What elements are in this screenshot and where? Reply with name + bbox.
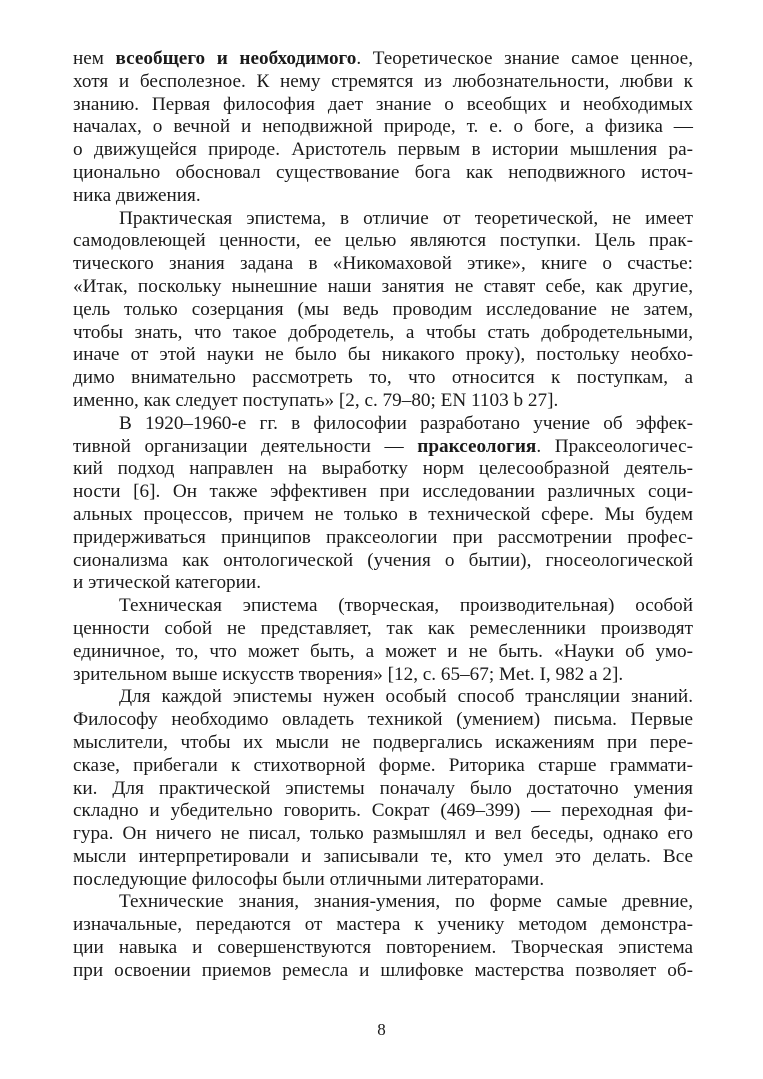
paragraph: [73, 686, 693, 891]
text-line: зрительном выше искусств творения» [12, с. 65–67; Met. I, 982 a 2].: [73, 663, 624, 685]
text-line: ценности собой не представляет, так как ремесленники производят: [73, 617, 693, 639]
text-line: при освоении приемов ремесла и шлифовке мастерства позволяет об-: [73, 959, 693, 981]
text-line: иначе от этой науки не было бы никакого проку), постольку необхо-: [73, 344, 693, 366]
text-line: гура. Он ничего не писал, только размышлял и вел беседы, однако его: [73, 823, 693, 845]
text-line: [73, 436, 693, 459]
paragraph: [73, 595, 693, 686]
text-line: [73, 48, 693, 71]
text-line: ции навыка и совершенствуются повторением. Творческая эпистема: [73, 937, 693, 959]
text-line: ционально обосновал существование бога как неподвижного источ-: [73, 161, 693, 183]
text-line: сионализма как онтологической (учения о бытии), гносеологической: [73, 549, 693, 571]
text-line: димо внимательно рассмотреть то, что относится к поступкам, а: [73, 367, 693, 389]
text-line: кий подход направлен на выработку норм целесообразной деятель-: [73, 458, 693, 480]
text-line: сказе, прибегали к стихотворной форме. Риторика старше граммати-: [73, 754, 693, 776]
line-text: тивной организации деятельности — праксеология. Праксеологичес-: [73, 435, 693, 457]
text-line: складно и убедительно говорить. Сократ (469–399) — переходная фи-: [73, 800, 693, 822]
text-line: единичное, то, что может быть, а может и не быть. «Науки об умо-: [73, 640, 693, 662]
paragraph: [73, 413, 693, 595]
text-line: «Итак, поскольку нынешние наши занятия не ставят себе, как другие,: [73, 275, 693, 297]
text-line: самодовлеющей ценности, ее целью являются поступки. Цель прак-: [73, 230, 693, 252]
text-line: и этической категории.: [73, 572, 261, 594]
text-line: цель только созерцания (мы ведь проводим исследование не затем,: [73, 298, 693, 320]
text-line: знанию. Первая философия дает знание о всеобщих и необходимых: [73, 93, 693, 115]
text-line: В 1920–1960-е гг. в философии разработано учение об эффек-: [119, 412, 693, 434]
text-line: изначальные, передаются от мастера к ученику методом демонстра-: [73, 914, 693, 936]
text-line: Для каждой эпистемы нужен особый способ трансляции знаний.: [119, 686, 693, 708]
text-line: Философу необходимо овладеть техникой (умением) письма. Первые: [73, 709, 693, 731]
page-number: 8: [377, 1020, 386, 1039]
text-line: ника движения.: [73, 184, 201, 206]
text-line: тического знания задана в «Никомаховой этике», книге о счастье:: [73, 253, 693, 275]
text-line: Практическая эпистема, в отличие от теоретической, не имеет: [119, 207, 693, 229]
text-line: Технические знания, знания-умения, по форме самые древние,: [119, 891, 693, 913]
paragraph: [73, 891, 693, 982]
paragraph: [73, 48, 693, 208]
text-line: придерживаться принципов праксеологии при рассмотрении профес-: [73, 526, 693, 548]
text-line: мыслители, чтобы их мысли не подвергались искажениям при пере-: [73, 731, 693, 753]
text-line: мысли интерпретировали и записывали те, кто умел это делать. Все: [73, 845, 693, 867]
text-line: ки. Для практической эпистемы поначалу было достаточно умения: [73, 777, 693, 799]
text-line: о движущейся природе. Аристотель первым в истории мышления ра-: [73, 139, 693, 161]
text-line: хотя и бесполезное. К нему стремятся из любознательности, любви к: [73, 70, 693, 92]
text-line: альных процессов, причем не только в технической сфере. Мы будем: [73, 503, 693, 525]
body-text: [73, 48, 693, 983]
text-line: последующие философы были отличными литераторами.: [73, 868, 545, 890]
bold-term: всеобщего и необходимого: [115, 48, 357, 69]
text-line: чтобы знать, что такое добродетель, а чтобы стать добродетельными,: [73, 321, 693, 343]
text-line: Техническая эпистема (творческая, производительная) особой: [119, 595, 693, 617]
bold-term: праксеология: [417, 435, 537, 457]
text-line: началах, о вечной и неподвижной природе, т. е. о боге, а физика —: [73, 116, 693, 138]
text-line: ности [6]. Он также эффективен при исследовании различных соци-: [73, 481, 693, 503]
line-text: нем всеобщего и необходимого. Теоретическое знание самое ценное,: [73, 48, 693, 69]
text-line: именно, как следует поступать» [2, с. 79–80; EN 1103 b 27].: [73, 389, 559, 411]
paragraph: [73, 208, 693, 413]
